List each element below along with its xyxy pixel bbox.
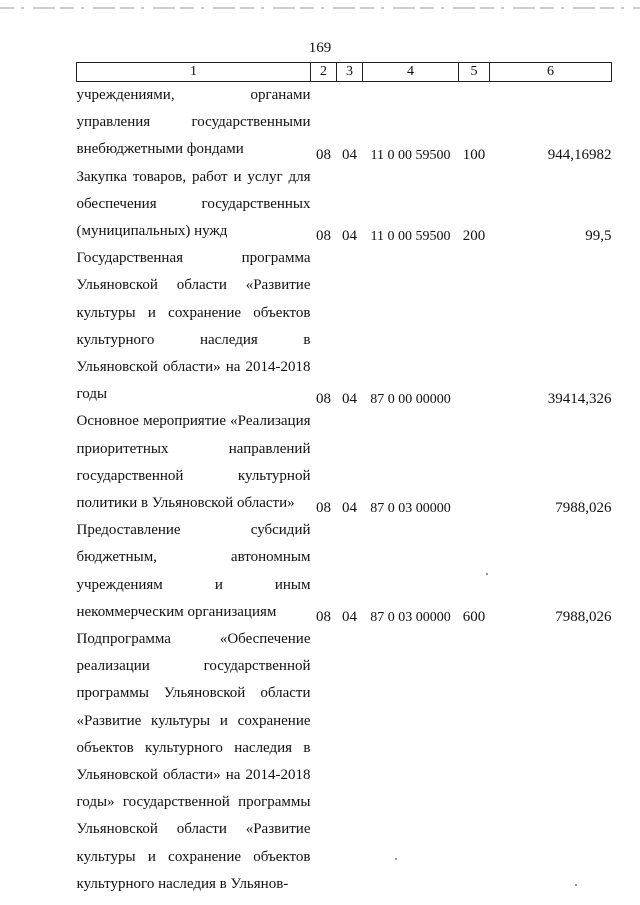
row-section: 08 [316,228,331,245]
row-name: Подпрограмма «Обеспечение реализации государственной программы Ульяновской области «Развитие культуры и сохранение объектов культурного наследия в Ульяновской области» на 2014-2018 годы» государственной программы Ульяновской области «Развитие культуры и сохранение объектов культурного наследия в Ульянов- [76,631,311,892]
header-col-3: 3 [337,63,363,82]
row-section [311,626,337,898]
scan-speck [486,573,488,575]
row-subsection: 04 [342,146,357,163]
header-col-1: 1 [77,63,311,82]
table-body [77,82,612,899]
page-number: 169 [308,40,332,56]
row-section: 08 [316,609,331,626]
table-row [77,164,612,246]
scan-edge-line [0,6,640,10]
row-amount: 39414,326 [547,391,612,408]
row-subsection: 04 [342,500,357,517]
row-name: Государственная программа Ульяновской области «Развитие культуры и сохранение объектов культурного наследия в Ульяновской области» на 2014-2018 годы [76,250,311,403]
header-row [77,63,612,82]
budget-table [76,62,612,898]
row-amount: 7988,026 [555,609,612,626]
header-col-5: 5 [459,63,490,82]
row-expense-type: 600 [462,609,486,626]
scan-speck [575,884,577,886]
row-subsection: 04 [342,391,357,408]
row-expense-type: 200 [462,228,486,245]
row-name: Предоставление субсидий бюджетным, автономным учреждениям и иным некоммерческим организациям [76,522,311,620]
row-target-article: 87 0 03 00000 [370,501,451,517]
row-target-article: 11 0 00 59500 [370,229,451,245]
row-name: учреждениями, органами управления государственными внебюджетными фондами [76,87,311,158]
scan-speck [395,858,397,860]
row-amount: 944,16982 [547,146,612,163]
row-amount: 99,5 [585,228,612,245]
row-subsection: 04 [342,228,357,245]
row-expense-type [459,245,490,408]
row-name: Закупка товаров, работ и услуг для обеспечения государственных (муниципальных) нужд [76,168,311,240]
row-expense-type: 100 [462,146,486,163]
row-target-article: 87 0 03 00000 [370,610,451,626]
row-subsection: 04 [342,609,357,626]
table-header [77,63,612,82]
row-subsection [337,626,363,898]
row-target-article [363,626,459,898]
row-amount [490,626,612,898]
row-section: 08 [316,391,331,408]
row-target-article: 11 0 00 59500 [370,147,451,163]
table-row [77,626,612,898]
table-row [77,408,612,517]
table-row [77,245,612,408]
table-row [77,517,612,626]
row-expense-type [459,408,490,517]
row-name: Основное мероприятие «Реализация приоритетных направлений государственной культурной политики в Ульяновской области» [76,413,311,512]
row-section: 08 [316,500,331,517]
row-target-article: 87 0 00 00000 [370,392,451,408]
row-section: 08 [316,146,331,163]
table-row [77,82,612,164]
header-col-6: 6 [490,63,612,82]
header-col-4: 4 [363,63,459,82]
row-amount: 7988,026 [555,500,612,517]
header-col-2: 2 [311,63,337,82]
row-expense-type [459,626,490,898]
